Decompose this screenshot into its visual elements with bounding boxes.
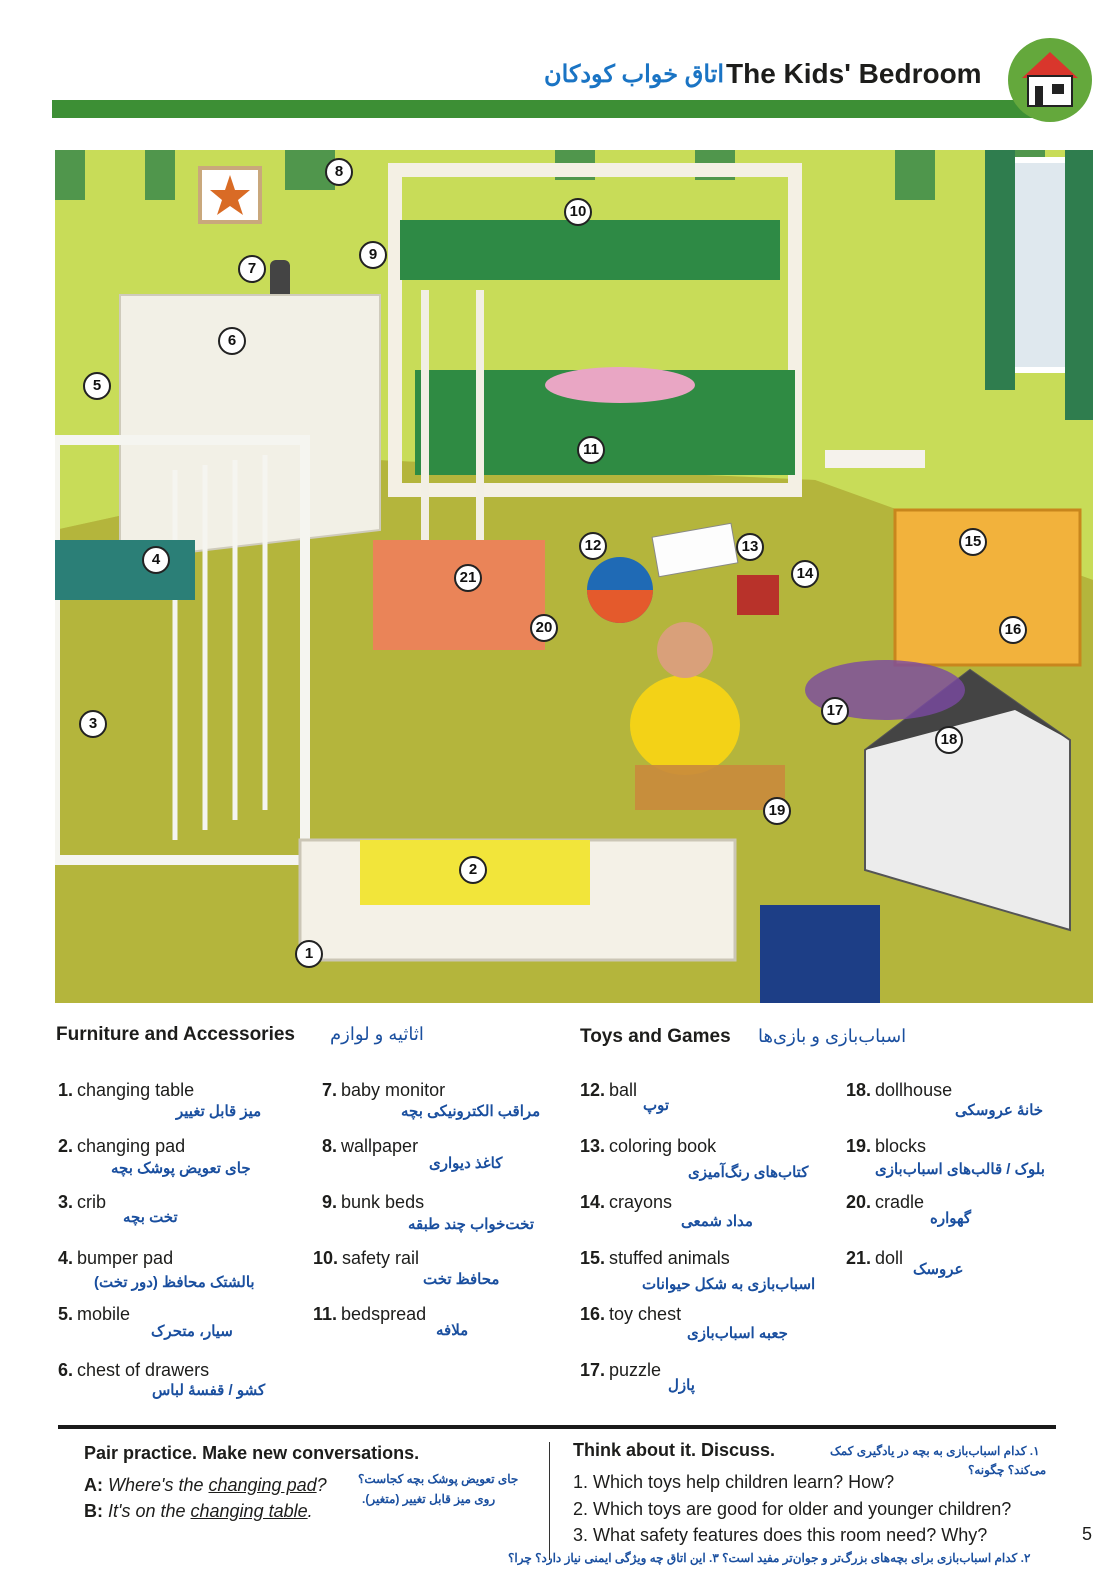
vocab-num: 1. [58, 1080, 74, 1100]
bottom-box-rule [58, 1425, 1056, 1429]
think-fa-1: ۱. کدام اسباب‌بازی به بچه در یادگیری کمک [830, 1444, 1040, 1458]
bottom-box-divider [549, 1442, 550, 1560]
vocab-num: 9. [322, 1192, 338, 1212]
line-b-pre: It's on the [108, 1501, 191, 1521]
callout-5: 5 [83, 372, 111, 400]
vocab-en: safety rail [342, 1248, 420, 1268]
vocab-fa-4: بالشتک محافظ (دور تخت) [94, 1274, 255, 1291]
title-persian: اتاق خواب کودکان [544, 61, 724, 88]
vocab-item-16 [580, 1304, 681, 1325]
callout-12: 12 [579, 532, 607, 560]
vocab-num: 3. [58, 1192, 74, 1212]
callout-17: 17 [821, 697, 849, 725]
vocab-item-11 [313, 1304, 426, 1325]
vocab-en: blocks [875, 1136, 927, 1156]
vocab-en: crayons [609, 1192, 673, 1212]
callout-9: 9 [359, 241, 387, 269]
vocab-item-15 [580, 1248, 730, 1269]
vocab-fa-13: کتاب‌های رنگ‌آمیزی [688, 1164, 809, 1181]
vocab-num: 10. [313, 1248, 339, 1268]
vocab-en: doll [875, 1248, 904, 1268]
think-title: Think about it. Discuss. [573, 1440, 776, 1460]
callout-2: 2 [459, 856, 487, 884]
line-a-underlined: changing pad [208, 1475, 317, 1495]
vocab-fa-3: تخت بچه [123, 1209, 178, 1226]
page-title: The Kids' Bedroom [726, 58, 982, 89]
vocab-en: bumper pad [77, 1248, 174, 1268]
vocab-num: 4. [58, 1248, 74, 1268]
vocab-num: 19. [846, 1136, 872, 1156]
vocab-fa-19: بلوک / قالب‌های اسباب‌بازی [875, 1161, 1045, 1178]
vocab-item-2 [58, 1136, 185, 1157]
vocab-item-1 [58, 1080, 194, 1101]
vocab-item-19 [846, 1136, 926, 1157]
think-question-3: 3. What safety features does this room need? Why? [573, 1525, 988, 1545]
vocab-fa-16: جعبه اسباب‌بازی [687, 1325, 788, 1342]
section-title-toys: Toys and Games [580, 1026, 731, 1047]
vocab-item-14 [580, 1192, 672, 1213]
vocab-fa-5: سیار، متحرک [151, 1323, 233, 1340]
callout-4: 4 [142, 546, 170, 574]
vocab-en: coloring book [609, 1136, 717, 1156]
vocab-fa-8: کاغذ دیواری [429, 1155, 503, 1172]
vocab-en: mobile [77, 1304, 131, 1324]
callout-10: 10 [564, 198, 592, 226]
vocab-num: 12. [580, 1080, 606, 1100]
vocab-en: cradle [875, 1192, 925, 1212]
vocab-fa-7: مراقب الکترونیکی بچه [401, 1103, 541, 1120]
vocab-fa-12: توپ [643, 1097, 670, 1114]
vocab-en: changing pad [77, 1136, 186, 1156]
vocab-num: 11. [313, 1304, 338, 1324]
vocab-item-12 [580, 1080, 637, 1101]
pair-practice-fa-2: روی میز قابل تغییر (متغیر). [362, 1492, 496, 1506]
vocab-en: bedspread [341, 1304, 427, 1324]
callout-15: 15 [959, 528, 987, 556]
speaker-b-label: B: [84, 1501, 103, 1521]
callout-20: 20 [530, 614, 558, 642]
vocab-en: wallpaper [341, 1136, 419, 1156]
vocab-fa-20: گهواره [930, 1210, 972, 1227]
pair-practice-line-a [84, 1475, 327, 1496]
vocab-num: 14. [580, 1192, 606, 1212]
vocab-fa-2: جای تعویض پوشک بچه [111, 1160, 251, 1177]
bedroom-illustration [55, 150, 1093, 1003]
vocab-en: stuffed animals [609, 1248, 730, 1268]
callout-16: 16 [999, 616, 1027, 644]
speaker-a-label: A: [84, 1475, 103, 1495]
vocab-en: bunk beds [341, 1192, 425, 1212]
vocab-en: crib [77, 1192, 107, 1212]
line-a-pre: Where's the [108, 1475, 209, 1495]
callout-18: 18 [935, 726, 963, 754]
vocab-item-9 [322, 1192, 424, 1213]
vocab-en: toy chest [609, 1304, 682, 1324]
vocab-item-13 [580, 1136, 716, 1157]
header-bar [52, 100, 1052, 118]
section-title-furniture: Furniture and Accessories [56, 1024, 295, 1045]
vocab-num: 8. [322, 1136, 338, 1156]
vocab-num: 20. [846, 1192, 872, 1212]
pair-practice-fa-1: جای تعویض پوشک بچه کجاست؟ [358, 1472, 519, 1486]
vocab-num: 18. [846, 1080, 872, 1100]
vocab-item-18 [846, 1080, 952, 1101]
vocab-en: ball [609, 1080, 638, 1100]
vocab-num: 5. [58, 1304, 74, 1324]
vocab-item-8 [322, 1136, 418, 1157]
vocab-fa-11: ملافه [436, 1322, 469, 1339]
pair-practice-title: Pair practice. Make new conversations. [84, 1443, 420, 1463]
vocab-fa-1: میز قابل تغییر [176, 1103, 262, 1120]
vocab-en: chest of drawers [77, 1360, 210, 1380]
callout-11: 11 [577, 436, 605, 464]
callout-3: 3 [79, 710, 107, 738]
vocab-item-20 [846, 1192, 924, 1213]
page-number: 5 [1082, 1524, 1093, 1544]
callout-14: 14 [791, 560, 819, 588]
callout-1: 1 [295, 940, 323, 968]
vocab-item-6 [58, 1360, 209, 1381]
vocab-item-5 [58, 1304, 130, 1325]
vocab-fa-21: عروسک [913, 1261, 964, 1278]
callout-21: 21 [454, 564, 482, 592]
think-question-2: 2. Which toys are good for older and younger children? [573, 1499, 1012, 1519]
vocab-num: 17. [580, 1360, 606, 1380]
vocab-fa-17: پازل [668, 1377, 695, 1394]
vocab-item-3 [58, 1192, 106, 1213]
vocab-item-7 [322, 1080, 445, 1101]
house-icon [1008, 38, 1092, 122]
vocab-item-21 [846, 1248, 903, 1269]
line-b-post: . [307, 1501, 313, 1521]
vocab-fa-15: اسباب‌بازی به شکل حیوانات [642, 1276, 816, 1293]
vocab-num: 7. [322, 1080, 338, 1100]
vocab-num: 2. [58, 1136, 74, 1156]
bedroom-scene [55, 150, 1093, 1003]
vocab-fa-14: مداد شمعی [681, 1213, 753, 1230]
pair-practice-line-b [84, 1501, 313, 1522]
vocab-item-17 [580, 1360, 661, 1381]
callout-19: 19 [763, 797, 791, 825]
line-a-post: ? [316, 1475, 327, 1495]
section-title-furniture-fa: اثاثیه و لوازم [330, 1024, 424, 1044]
vocab-en: baby monitor [341, 1080, 446, 1100]
vocab-num: 13. [580, 1136, 606, 1156]
vocab-en: puzzle [609, 1360, 662, 1380]
vocab-item-10 [313, 1248, 419, 1269]
think-fa-2: می‌کند؟ چگونه؟ [968, 1463, 1047, 1477]
line-b-underlined: changing table [190, 1501, 308, 1521]
house-icon-svg [1008, 38, 1092, 122]
vocab-item-4 [58, 1248, 173, 1269]
callout-13: 13 [736, 533, 764, 561]
vocab-num: 21. [846, 1248, 872, 1268]
vocab-en: dollhouse [875, 1080, 953, 1100]
think-fa-bottom: ۲. کدام اسباب‌بازی برای بچه‌های بزرگ‌تر و جوان‌تر مفید است؟ ۳. این اتاق چه ویژگی ایمنی نیاز دارد؟ چرا؟ [508, 1551, 1031, 1565]
vocab-num: 6. [58, 1360, 74, 1380]
vocab-num: 15. [580, 1248, 606, 1268]
vocab-fa-10: محافظ تخت [423, 1271, 500, 1288]
callout-8: 8 [325, 158, 353, 186]
section-title-toys-fa: اسباب‌بازی و بازی‌ها [758, 1026, 907, 1046]
think-question-1: 1. Which toys help children learn? How? [573, 1472, 895, 1492]
vocab-en: changing table [77, 1080, 195, 1100]
vocab-fa-9: تخت‌خواب چند طبقه [408, 1216, 534, 1233]
callout-6: 6 [218, 327, 246, 355]
callout-7: 7 [238, 255, 266, 283]
vocab-num: 16. [580, 1304, 606, 1324]
vocab-fa-6: کشو / قفسهٔ لباس [152, 1382, 266, 1399]
vocab-fa-18: خانهٔ عروسکی [955, 1102, 1044, 1119]
